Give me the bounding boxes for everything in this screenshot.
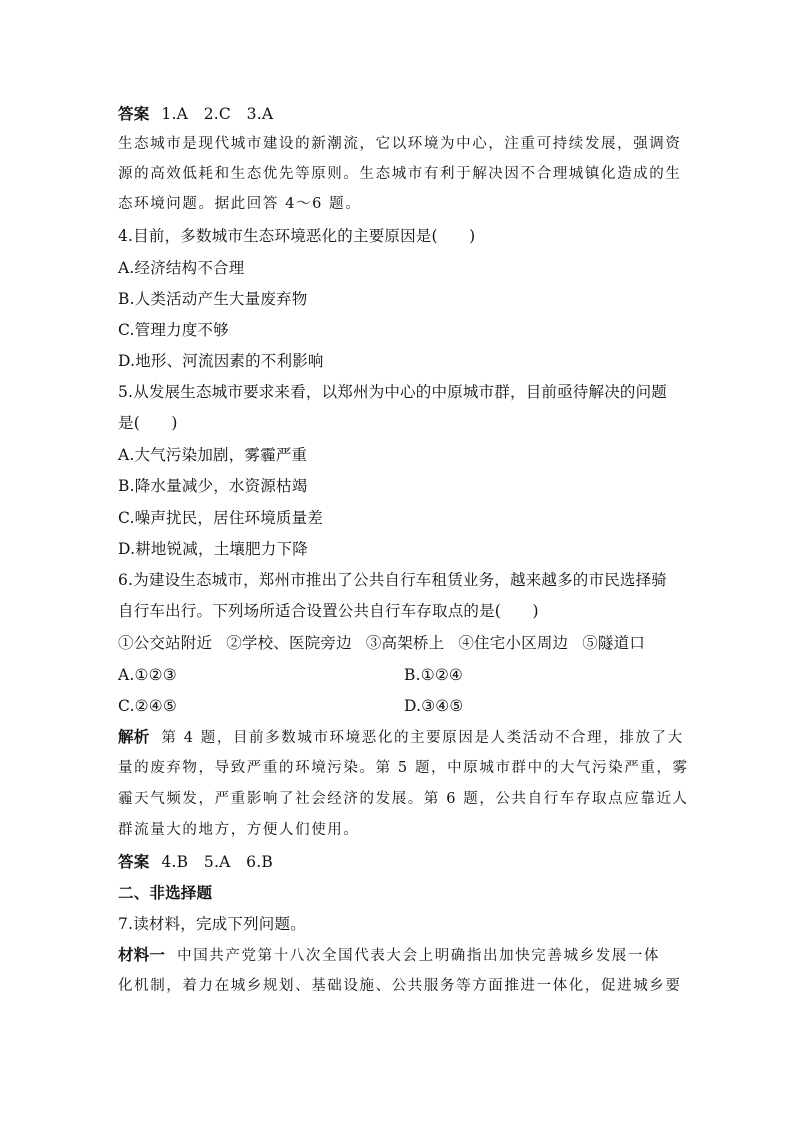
question-4-option: C.管理力度不够 (118, 321, 229, 339)
intro-line: 源的高效低耗和生态优先等原则。生态城市有利于解决因不合理城镇化造成的生 (118, 166, 682, 182)
question-6-option: B.①②④ (404, 666, 464, 684)
site-item: ⑤隧道口 (582, 634, 646, 652)
site-item: ④住宅小区周边 (458, 634, 569, 652)
answer-text: 1.A 2.C 3.A (161, 105, 274, 123)
question-4-option: A.经济结构不合理 (118, 259, 245, 277)
site-item: ①公交站附近 (118, 634, 213, 652)
material-line (118, 945, 660, 966)
question-6-stem: 6.为建设生态城市，郑州市推出了公共自行车租赁业务，越来越多的市民选择骑 (118, 571, 667, 589)
material-label: 材料一 (118, 946, 166, 964)
question-6-sites (118, 633, 645, 653)
answer-label: 答案 (118, 105, 150, 123)
analysis-line: 群流量大的地方，方便人们使用。 (118, 822, 360, 838)
question-4-option: D.地形、河流因素的不利影响 (118, 352, 324, 370)
question-6-option: A.①②③ (118, 666, 177, 684)
analysis-line (118, 727, 684, 748)
question-6-option: C.②④⑤ (118, 697, 177, 715)
question-5-stem: 是( ) (118, 414, 178, 432)
question-5-option: B.降水量减少，水资源枯竭 (118, 477, 308, 495)
analysis-text: 第 4 题，目前多数城市环境恶化的主要原因是人类活动不合理，排放了大 (161, 730, 684, 746)
question-6-option: D.③④⑤ (404, 697, 464, 715)
question-5-option: D.耕地锐减，土壤肥力下降 (118, 540, 308, 558)
question-7-stem: 7.读材料，完成下列问题。 (118, 915, 306, 933)
analysis-label: 解析 (118, 728, 150, 746)
site-item: ②学校、医院旁边 (226, 634, 352, 652)
material-line: 化机制，着力在城乡规划、基础设施、公共服务等方面推进一体化，促进城乡要 (118, 978, 682, 994)
analysis-line: 量的废弃物，导致严重的环境污染。第 5 题，中原城市群中的大气污染严重，雾 (118, 760, 689, 776)
section-title: 二、非选择题 (118, 884, 213, 902)
intro-line: 生态城市是现代城市建设的新潮流，它以环境为中心，注重可持续发展，强调资 (118, 136, 682, 152)
material-text: 中国共产党第十八次全国代表大会上明确指出加快完善城乡发展一体 (177, 948, 661, 964)
analysis-line: 霾天气频发，严重影响了社会经济的发展。第 6 题，公共自行车存取点应靠近人 (118, 791, 689, 807)
question-4-stem: 4.目前，多数城市生态环境恶化的主要原因是( ) (118, 227, 476, 245)
answers-2 (118, 852, 273, 872)
intro-line: 态环境问题。据此回答 4～6 题。 (118, 196, 362, 212)
question-5-option: A.大气污染加剧，雾霾严重 (118, 446, 308, 464)
answer-text: 4.B 5.A 6.B (161, 853, 273, 871)
question-5-option: C.噪声扰民，居住环境质量差 (118, 509, 324, 527)
question-4-option: B.人类活动产生大量废弃物 (118, 290, 308, 308)
answer-label: 答案 (118, 853, 150, 871)
answers-1 (118, 104, 273, 124)
question-5-stem: 5.从发展生态城市要求来看，以郑州为中心的中原城市群，目前亟待解决的问题 (118, 383, 667, 401)
question-6-stem: 自行车出行。下列场所适合设置公共自行车存取点的是( ) (118, 602, 539, 620)
site-item: ③高架桥上 (365, 634, 445, 652)
